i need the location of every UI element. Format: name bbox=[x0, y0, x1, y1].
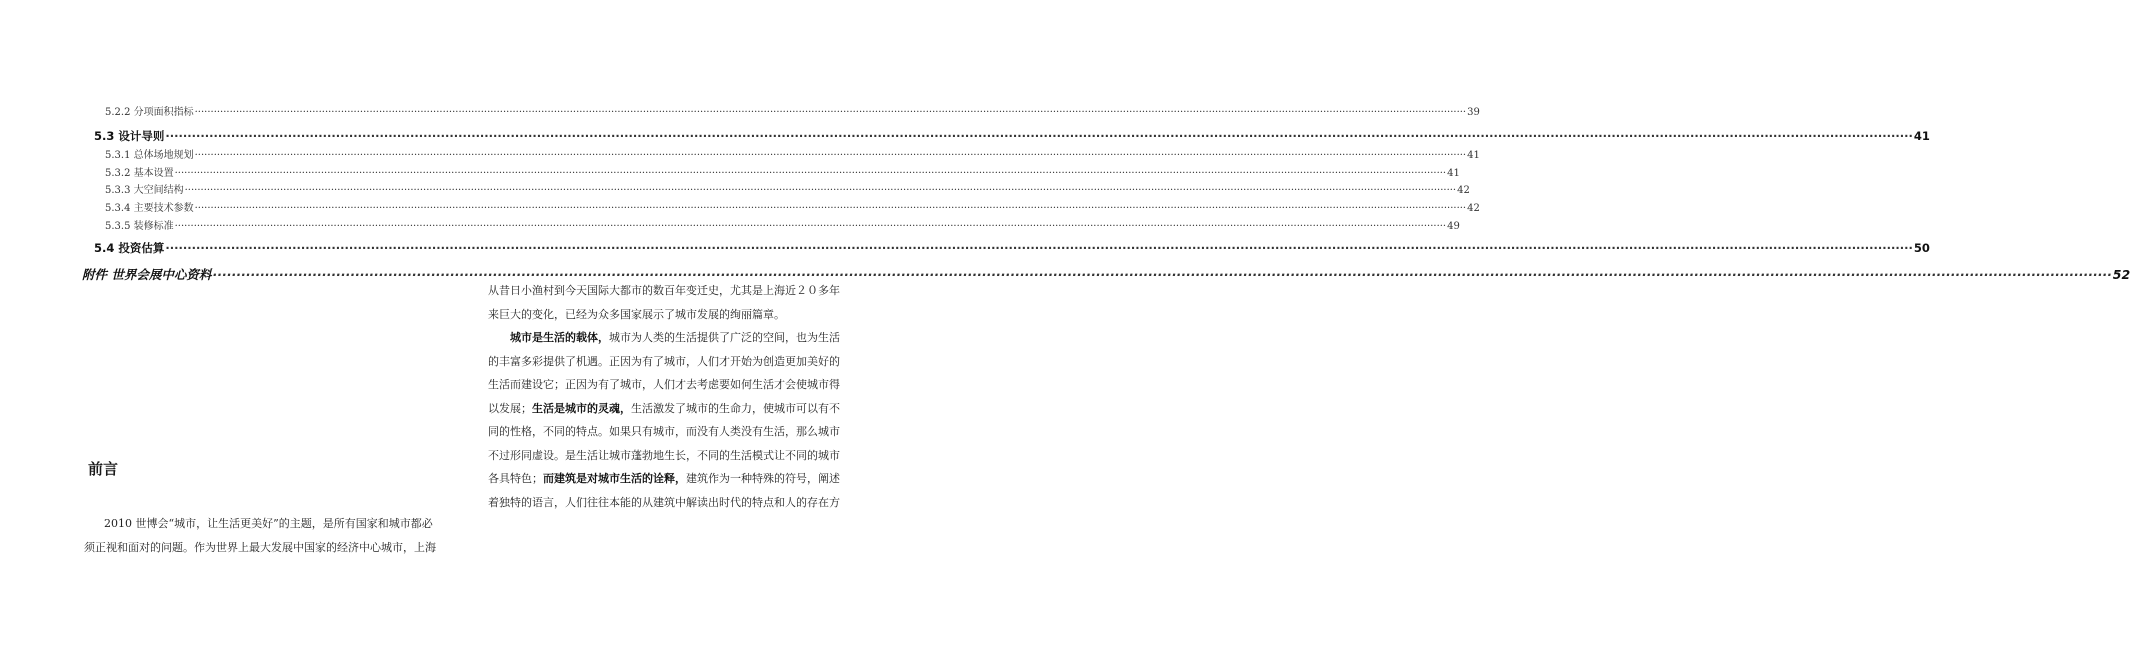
text-run: 来巨大的变化，已经为众多国家展示了城市发展的绚丽篇章。 bbox=[488, 307, 785, 321]
toc-entry[interactable] bbox=[105, 181, 1470, 196]
paragraph-line bbox=[488, 303, 868, 327]
paragraph-line bbox=[488, 326, 868, 350]
toc-entry-page-number: 41 bbox=[1913, 129, 1930, 143]
toc-entry-label: 5.3.5 装修标准 bbox=[105, 221, 174, 232]
text-run: 以发展； bbox=[488, 401, 532, 415]
text-run: 不过形同虚设。是生活让城市蓬勃地生长，不同的生活模式让不同的城市 bbox=[488, 448, 840, 462]
toc-entry-label: 5.3.2 基本设置 bbox=[105, 168, 174, 179]
toc-leader-dots: ················································································································································································································································································································································································································ bbox=[194, 150, 1467, 161]
toc-entry-page-number: 52 bbox=[2112, 267, 2130, 282]
toc-entry-label: 5.3.1 总体场地规划 bbox=[105, 150, 194, 161]
text-run: 从昔日小渔村到今天国际大都市的数百年变迁史，尤其是上海近２０多年 bbox=[488, 284, 840, 297]
bold-emphasis: 生活是城市的灵魂， bbox=[532, 401, 631, 415]
paragraph-line bbox=[488, 467, 868, 491]
paragraph-line bbox=[488, 420, 868, 444]
toc-entry-page-number: 39 bbox=[1467, 107, 1480, 118]
paragraph-line bbox=[488, 279, 868, 303]
toc-entry-label: 5.2.2 分项面积指标 bbox=[105, 107, 194, 118]
paragraph-line bbox=[488, 491, 868, 515]
toc-entry[interactable] bbox=[105, 217, 1460, 232]
toc-leader-dots: ················································································································································································································································································································································································································ bbox=[174, 221, 1447, 232]
toc-entry-label: 5.3.4 主要技术参数 bbox=[105, 203, 194, 214]
text-run: 生活而建设它；正因为有了城市，人们才去考虑要如何生活才会使城市得 bbox=[488, 378, 840, 391]
toc-leader-dots: ················································································································································································································································································································································································································ bbox=[194, 203, 1467, 214]
toc-leader-dots: ················································································································································································································································································································································································································ bbox=[174, 168, 1447, 179]
paragraph-line bbox=[488, 397, 868, 421]
paragraph-line bbox=[488, 350, 868, 374]
preface-paragraph-right bbox=[488, 279, 868, 514]
toc-entry-page-number: 41 bbox=[1447, 168, 1460, 179]
text-run: 各具特色； bbox=[488, 472, 543, 485]
toc-entry[interactable] bbox=[94, 240, 1930, 256]
text-run: 着独特的语言，人们往往本能的从建筑中解读出时代的特点和人的存在方 bbox=[488, 495, 840, 509]
paragraph-line bbox=[488, 444, 868, 468]
text-run: 生活激发了城市的生命力，使城市可以有不 bbox=[631, 401, 840, 415]
paragraph-line: 2010 世博会“城市，让生活更美好”的主题，是所有国家和城市都必 bbox=[104, 517, 433, 530]
toc-leader-dots: ················································································································································································································································································································································································································ bbox=[165, 129, 1913, 143]
toc-entry-page-number: 50 bbox=[1913, 241, 1930, 255]
toc-entry-label: 5.3.3 大空间结构 bbox=[105, 185, 184, 196]
toc-entry-label: 5.4 投资估算 bbox=[94, 241, 165, 255]
bold-emphasis: 而建筑是对城市生活的诠释， bbox=[543, 472, 686, 485]
toc-entry[interactable] bbox=[105, 103, 1480, 118]
toc-entry[interactable] bbox=[82, 265, 2130, 282]
toc-leader-dots: ················································································································································································································································································································································································································ bbox=[184, 185, 1457, 196]
text-run: 同的性格，不同的特点。如果只有城市，而没有人类没有生活，那么城市 bbox=[488, 425, 840, 438]
toc-entry[interactable] bbox=[105, 164, 1460, 179]
toc-entry-page-number: 42 bbox=[1457, 185, 1470, 196]
toc-entry-label: 附件 世界会展中心资料 bbox=[82, 267, 212, 282]
toc-leader-dots: ················································································································································································································································································································································································································ bbox=[212, 267, 2112, 282]
toc-entry-page-number: 49 bbox=[1447, 221, 1460, 232]
text-run: 建筑作为一种特殊的符号，阐述 bbox=[686, 472, 840, 485]
section-heading-preface: 前言 bbox=[88, 460, 119, 478]
toc-entry[interactable] bbox=[105, 199, 1480, 214]
bold-emphasis: 城市是生活的载体， bbox=[510, 331, 609, 344]
toc-leader-dots: ················································································································································································································································································································································································································ bbox=[165, 241, 1913, 255]
paragraph-line: 须正视和面对的问题。作为世界上最大发展中国家的经济中心城市，上海 bbox=[84, 540, 436, 554]
text-run: 的丰富多彩提供了机遇。正因为有了城市，人们才开始为创造更加美好的 bbox=[488, 354, 840, 368]
toc-entry-page-number: 41 bbox=[1467, 150, 1480, 161]
preface-paragraph-left bbox=[84, 512, 462, 559]
text-run: 城市为人类的生活提供了广泛的空间，也为生活 bbox=[609, 331, 840, 344]
toc-entry[interactable] bbox=[94, 128, 1930, 144]
toc-entry[interactable] bbox=[105, 146, 1480, 161]
toc-entry-page-number: 42 bbox=[1467, 203, 1480, 214]
toc-leader-dots: ················································································································································································································································································································································································································ bbox=[194, 107, 1467, 118]
paragraph-line bbox=[488, 373, 868, 397]
toc-entry-label: 5.3 设计导则 bbox=[94, 129, 165, 143]
